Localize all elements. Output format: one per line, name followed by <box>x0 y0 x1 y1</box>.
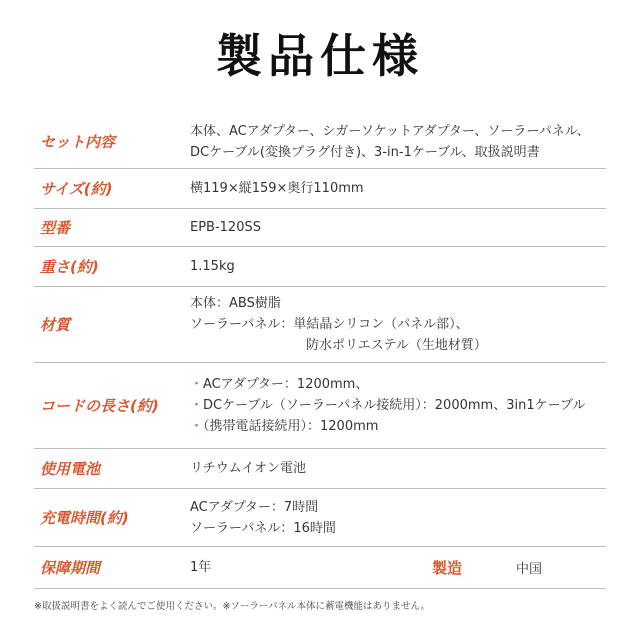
spec-line: ACアダプター：7時間 <box>190 499 319 515</box>
spec-row-size <box>34 169 606 209</box>
spec-value-charge-time <box>190 489 336 546</box>
spec-value-battery <box>190 449 306 488</box>
spec-line: 1.15kg <box>190 259 235 274</box>
page-title: 製品仕様 <box>216 29 424 83</box>
spec-row-set-contents <box>34 115 606 169</box>
spec-line: ソーラーパネル：単結晶シリコン（パネル部）、 <box>190 317 469 332</box>
spec-row-charge-time <box>34 489 606 547</box>
spec-row-cord-length <box>34 363 606 449</box>
spec-row-warranty <box>34 547 606 589</box>
bullet-dot: ・ <box>190 398 204 413</box>
spec-value-material <box>190 287 487 362</box>
spec-value-weight <box>190 247 235 286</box>
bullet-dot: ・ <box>190 377 204 392</box>
spec-line: 本体：ABS樹脂 <box>190 296 281 311</box>
spec-line: 防水ポリエステル（生地材質） <box>306 338 487 353</box>
spec-label-weight: 重さ(約) <box>40 258 99 276</box>
spec-value-manufacture: 中国 <box>516 562 543 577</box>
spec-line: 横119×縦159×奥行110mm <box>190 181 364 196</box>
spec-line: リチウムイオン電池 <box>190 461 306 476</box>
spec-value-set-contents <box>190 115 590 168</box>
spec-value-cord-length <box>190 363 585 448</box>
spec-row-model <box>34 209 606 247</box>
spec-label-warranty: 保障期間 <box>40 559 101 577</box>
bullet-dot: ・ <box>190 419 204 434</box>
spec-label-battery: 使用電池 <box>40 460 101 478</box>
spec-row-material <box>34 287 606 363</box>
spec-label-manufacture: 製造 <box>432 559 463 577</box>
spec-value-warranty <box>190 547 211 588</box>
spec-line <box>190 374 585 395</box>
spec-label-size: サイズ(約) <box>40 180 113 198</box>
spec-label-charge-time: 充電時間(約) <box>40 509 129 527</box>
spec-label-cord-length: コードの長さ(約) <box>40 397 159 415</box>
spec-line-text: （携帯電話接続用）：1200mm <box>203 419 379 434</box>
spec-line: ソーラーパネル：16時間 <box>190 520 336 536</box>
footnote: ※取扱説明書をよく読んでご使用ください。※ソーラーパネル本体に蓄電機能はありません。 <box>34 601 431 612</box>
spec-line: 1年 <box>190 560 212 575</box>
spec-row-weight <box>34 247 606 287</box>
spec-line <box>190 416 585 437</box>
spec-line-text: DCケーブル（ソーラーパネル接続用）：2000mm、3in1ケーブル <box>203 398 586 413</box>
spec-value-size <box>190 169 364 208</box>
spec-line: EPB-120SS <box>190 220 261 235</box>
spec-line: DCケーブル(変換プラグ付き)、3-in-1ケーブル、取扱説明書 <box>190 144 540 160</box>
spec-value-model <box>190 209 261 246</box>
spec-line-text: ACアダプター：1200mm、 <box>203 377 369 392</box>
spec-label-set-contents: セット内容 <box>40 133 116 151</box>
spec-label-material: 材質 <box>40 316 71 334</box>
spec-label-model: 型番 <box>40 219 71 237</box>
spec-line: 本体、ACアダプター、シガーソケットアダプター、ソーラーパネル、 <box>190 123 590 139</box>
spec-line <box>190 395 585 416</box>
spec-row-battery <box>34 449 606 489</box>
